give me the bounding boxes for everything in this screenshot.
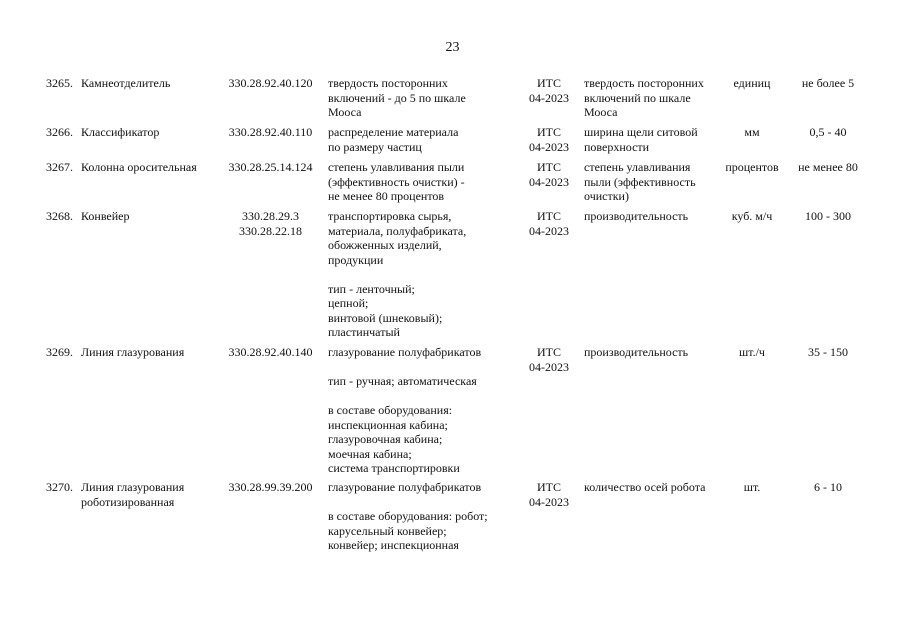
row-number: 3269.: [46, 345, 73, 359]
parameter-unit: единиц: [733, 76, 771, 90]
parameter-value: 0,5 - 40: [809, 125, 847, 139]
equipment-description: глазурование полуфабрикатов в составе оборудования: робот; карусельный конвейер; конвейер; инспекционная: [328, 480, 488, 552]
table-row: [0, 125, 905, 160]
equipment-description: транспортировка сырья, материала, полуфабриката, обожженных изделий, продукции тип - ленточный; цепной; винтовой (шнековый); пластинчатый: [328, 209, 467, 339]
table-row: [0, 209, 905, 345]
row-number: 3266.: [46, 125, 73, 139]
parameter-unit: мм: [744, 125, 760, 139]
page-number: 23: [445, 40, 460, 55]
equipment-table: [0, 76, 905, 560]
its-reference: ИТС 04-2023: [529, 480, 569, 509]
parameter-name: производительность: [584, 345, 689, 359]
table-row: [0, 345, 905, 480]
equipment-name: Линия глазурования: [81, 345, 185, 359]
parameter-name: ширина щели ситовой поверхности: [584, 125, 698, 154]
its-reference: ИТС 04-2023: [529, 160, 569, 189]
equipment-description: распределение материала по размеру частиц: [328, 125, 459, 154]
equipment-name: Колонна оросительная: [81, 160, 197, 174]
parameter-unit: куб. м/ч: [731, 209, 773, 223]
table-row: [0, 160, 905, 209]
parameter-unit: процентов: [725, 160, 779, 174]
parameter-name: количество осей робота: [584, 480, 706, 494]
equipment-description: твердость посторонних включений - до 5 по шкале Мооса: [328, 76, 466, 119]
classification-code: 330.28.92.40.140: [228, 345, 313, 359]
row-number: 3267.: [46, 160, 73, 174]
row-number: 3265.: [46, 76, 73, 90]
parameter-name: производительность: [584, 209, 689, 223]
its-reference: ИТС 04-2023: [529, 76, 569, 105]
parameter-unit: шт./ч: [739, 345, 765, 359]
its-reference: ИТС 04-2023: [529, 125, 569, 154]
parameter-unit: шт.: [743, 480, 761, 494]
table-row: [0, 480, 905, 560]
classification-code: 330.28.29.3 330.28.22.18: [239, 209, 302, 238]
parameter-name: степень улавливания пыли (эффективность очистки): [584, 160, 696, 203]
table-row: [0, 76, 905, 125]
equipment-description: степень улавливания пыли (эффективность очистки) - не менее 80 процентов: [328, 160, 465, 203]
its-reference: ИТС 04-2023: [529, 209, 569, 238]
row-number: 3270.: [46, 480, 73, 494]
classification-code: 330.28.99.39.200: [228, 480, 313, 494]
classification-code: 330.28.92.40.120: [228, 76, 313, 90]
parameter-value: не более 5: [801, 76, 855, 90]
equipment-name: Классификатор: [81, 125, 160, 139]
equipment-name: Камнеотделитель: [81, 76, 171, 90]
parameter-value: 100 - 300: [805, 209, 851, 223]
row-number: 3268.: [46, 209, 73, 223]
parameter-value: не менее 80: [798, 160, 858, 174]
parameter-name: твердость посторонних включений по шкале Мооса: [584, 76, 704, 119]
equipment-name: Конвейер: [81, 209, 130, 223]
classification-code: 330.28.25.14.124: [228, 160, 313, 174]
parameter-value: 35 - 150: [808, 345, 848, 359]
classification-code: 330.28.92.40.110: [228, 125, 313, 139]
parameter-value: 6 - 10: [814, 480, 842, 494]
equipment-description: глазурование полуфабрикатов тип - ручная; автоматическая в составе оборудования: инспекционная кабина; глазуровочная кабина; моечная кабина; система транспортировки: [328, 345, 482, 475]
its-reference: ИТС 04-2023: [529, 345, 569, 374]
equipment-name: Линия глазурования роботизированная: [81, 480, 185, 509]
